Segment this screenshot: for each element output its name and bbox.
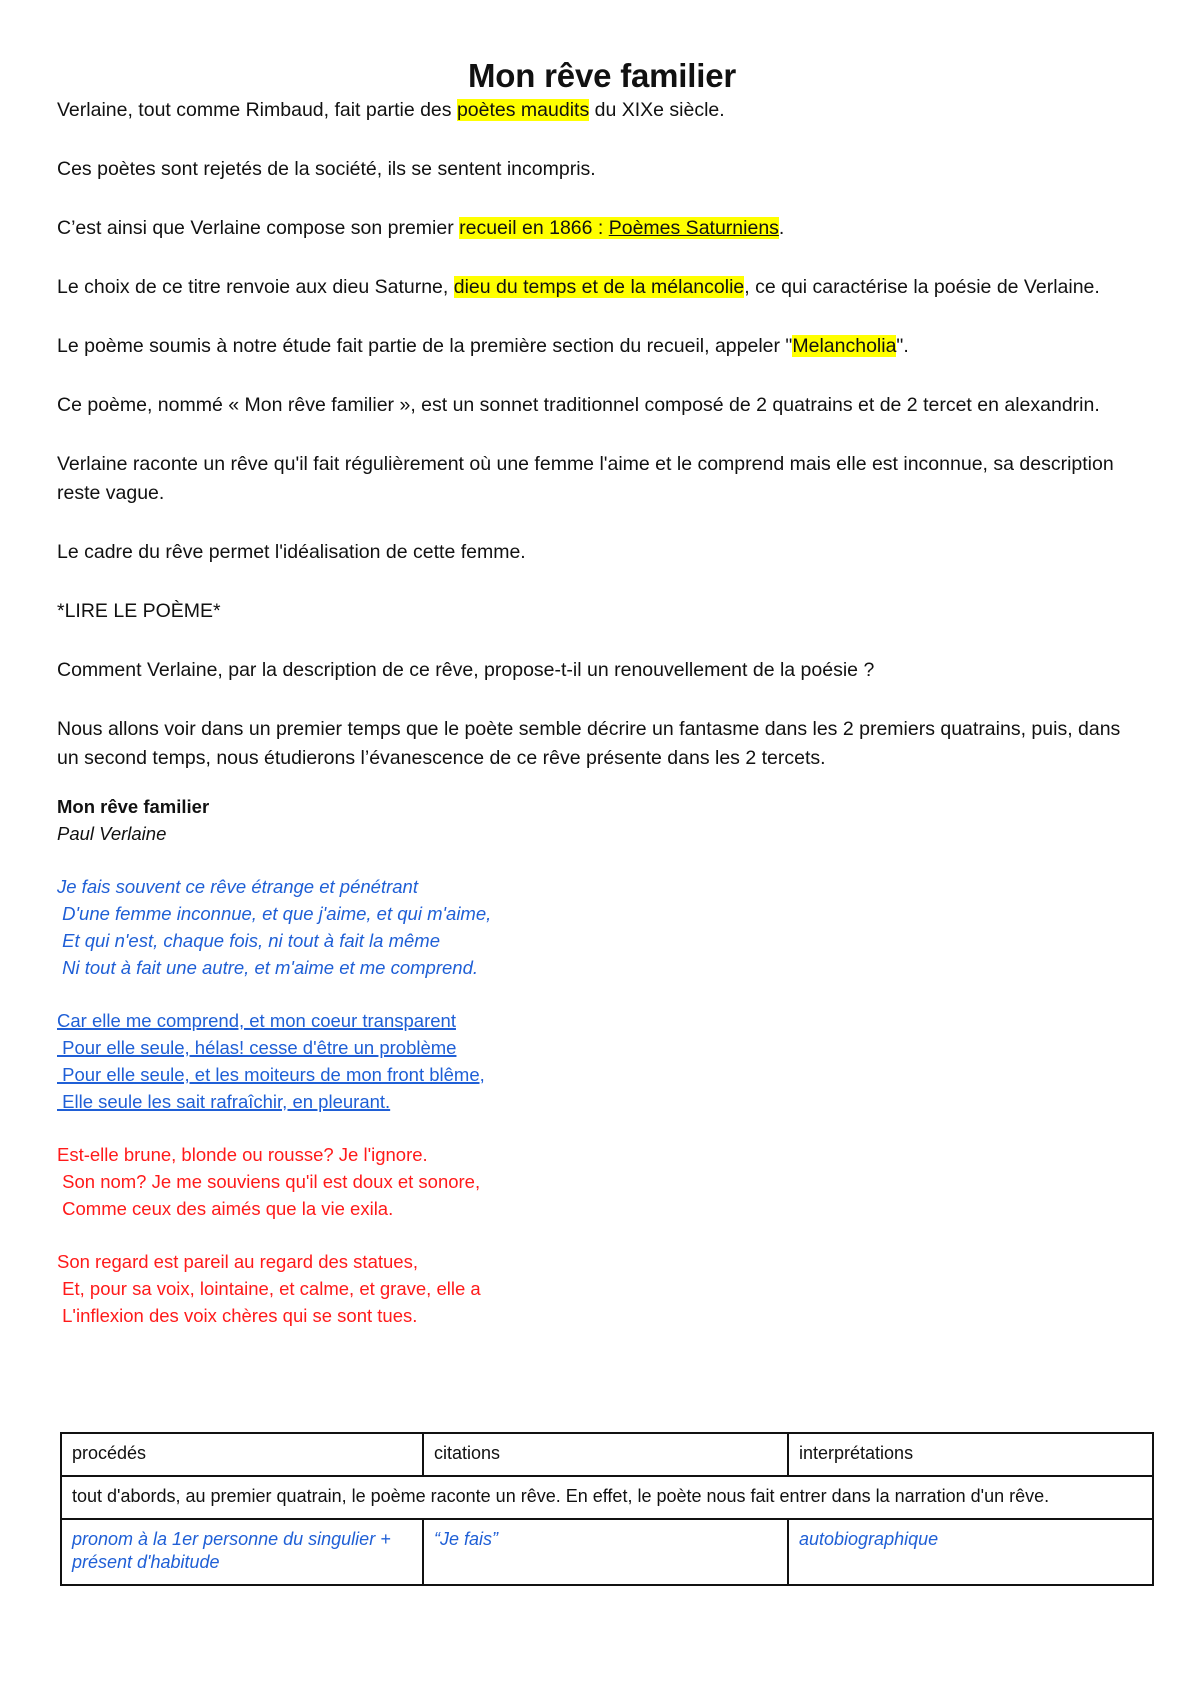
text-span: C’est ainsi que Verlaine compose son premier	[57, 217, 460, 239]
text-span: , ce qui caractérise la poésie de Verlaine.	[744, 276, 1100, 298]
cell-procede: pronom à la 1er personne du singulier + présent d'habitude	[61, 1519, 423, 1585]
text-span: Le poème soumis à notre étude fait partie de la première section du recueil, appeler "	[57, 335, 793, 357]
intro-paragraph-8: Le cadre du rêve permet l'idéalisation de cette femme.	[57, 541, 526, 563]
poem-line: Ni tout à fait une autre, et m'aime et me comprend.	[57, 957, 479, 978]
text-span: .	[778, 217, 785, 239]
intro-paragraph-1	[57, 96, 1147, 125]
stanza-2	[57, 1007, 1147, 1115]
header-citations: citations	[423, 1433, 788, 1476]
highlighted-term: poètes maudits	[456, 99, 590, 121]
text-span: ".	[896, 335, 909, 357]
stanza-4	[57, 1248, 1147, 1329]
table-section-row	[61, 1476, 1153, 1519]
poem-line: Pour elle seule, et les moiteurs de mon front blême,	[57, 1064, 485, 1085]
document-title: Mon rêve familier	[467, 57, 737, 94]
poem-line: Son regard est pareil au regard des statues,	[57, 1251, 418, 1272]
highlighted-term: dieu du temps et de la mélancolie	[453, 276, 745, 298]
poem-line: Comme ceux des aimés que la vie exila.	[57, 1198, 394, 1219]
table-header-row	[61, 1433, 1153, 1476]
stanza-3	[57, 1141, 1147, 1222]
text-span: Verlaine, tout comme Rimbaud, fait partie des	[57, 99, 457, 121]
intro-paragraph-3	[57, 214, 1147, 243]
collection-title: Poèmes Saturniens	[608, 217, 779, 239]
poem-line: D'une femme inconnue, et que j'aime, et qui m'aime,	[57, 903, 492, 924]
cell-citation: “Je fais”	[423, 1519, 788, 1585]
poem-line: Car elle me comprend, et mon coeur transparent	[57, 1010, 456, 1031]
intro-paragraph-9: *LIRE LE POÈME*	[57, 600, 221, 622]
poem-line: Elle seule les sait rafraîchir, en pleurant.	[57, 1091, 391, 1112]
plan-paragraph: Nous allons voir dans un premier temps que le poète semble décrire un fantasme dans les 2 premiers quatrains, puis, dans un second temps, nous étudierons l’évanescence de ce rêve présente dans les 2 tercets.	[57, 718, 1121, 769]
highlighted-term: Melancholia	[792, 335, 897, 357]
intro-paragraph-5	[57, 332, 1147, 361]
text-span: Le choix de ce titre renvoie aux dieu Saturne,	[57, 276, 454, 298]
header-procedes: procédés	[61, 1433, 423, 1476]
poem-author: Paul Verlaine	[57, 823, 167, 844]
intro-paragraph-7: Verlaine raconte un rêve qu'il fait régulièrement où une femme l'aime et le comprend mais elle est inconnue, sa description reste vague.	[57, 453, 1114, 504]
intro-paragraph-4	[57, 273, 1147, 302]
stanza-1	[57, 873, 1147, 981]
document-page	[57, 56, 1147, 1329]
text-span: recueil en 1866 :	[459, 217, 609, 239]
intro-paragraph-2: Ces poètes sont rejetés de la société, ils se sentent incompris.	[57, 158, 596, 180]
poem-line: L'inflexion des voix chères qui se sont tues.	[57, 1305, 418, 1326]
intro-paragraph-6: Ce poème, nommé « Mon rêve familier », est un sonnet traditionnel composé de 2 quatrains et de 2 tercet en alexandrin.	[57, 394, 1100, 416]
table-row	[61, 1519, 1153, 1585]
poem-title: Mon rêve familier	[57, 796, 210, 817]
poem-line: Et qui n'est, chaque fois, ni tout à fait la même	[57, 930, 440, 951]
text-span: du XIXe siècle.	[589, 99, 725, 121]
poem-line: Est-elle brune, blonde ou rousse? Je l'ignore.	[57, 1144, 428, 1165]
problematique: Comment Verlaine, par la description de ce rêve, propose-t-il un renouvellement de la poésie ?	[57, 659, 875, 681]
poem-line: Pour elle seule, hélas! cesse d'être un problème	[57, 1037, 457, 1058]
poem-line: Je fais souvent ce rêve étrange et pénétrant	[57, 876, 418, 897]
section-cell: tout d'abords, au premier quatrain, le poème raconte un rêve. En effet, le poète nous fait entrer dans la narration d'un rêve.	[61, 1476, 1153, 1519]
poem-line: Son nom? Je me souviens qu'il est doux et sonore,	[57, 1171, 481, 1192]
cell-interpretation: autobiographique	[788, 1519, 1153, 1585]
header-interpretations: interprétations	[788, 1433, 1153, 1476]
poem-line: Et, pour sa voix, lointaine, et calme, et grave, elle a	[57, 1278, 481, 1299]
highlighted-term	[459, 217, 779, 239]
analysis-table	[60, 1432, 1154, 1586]
